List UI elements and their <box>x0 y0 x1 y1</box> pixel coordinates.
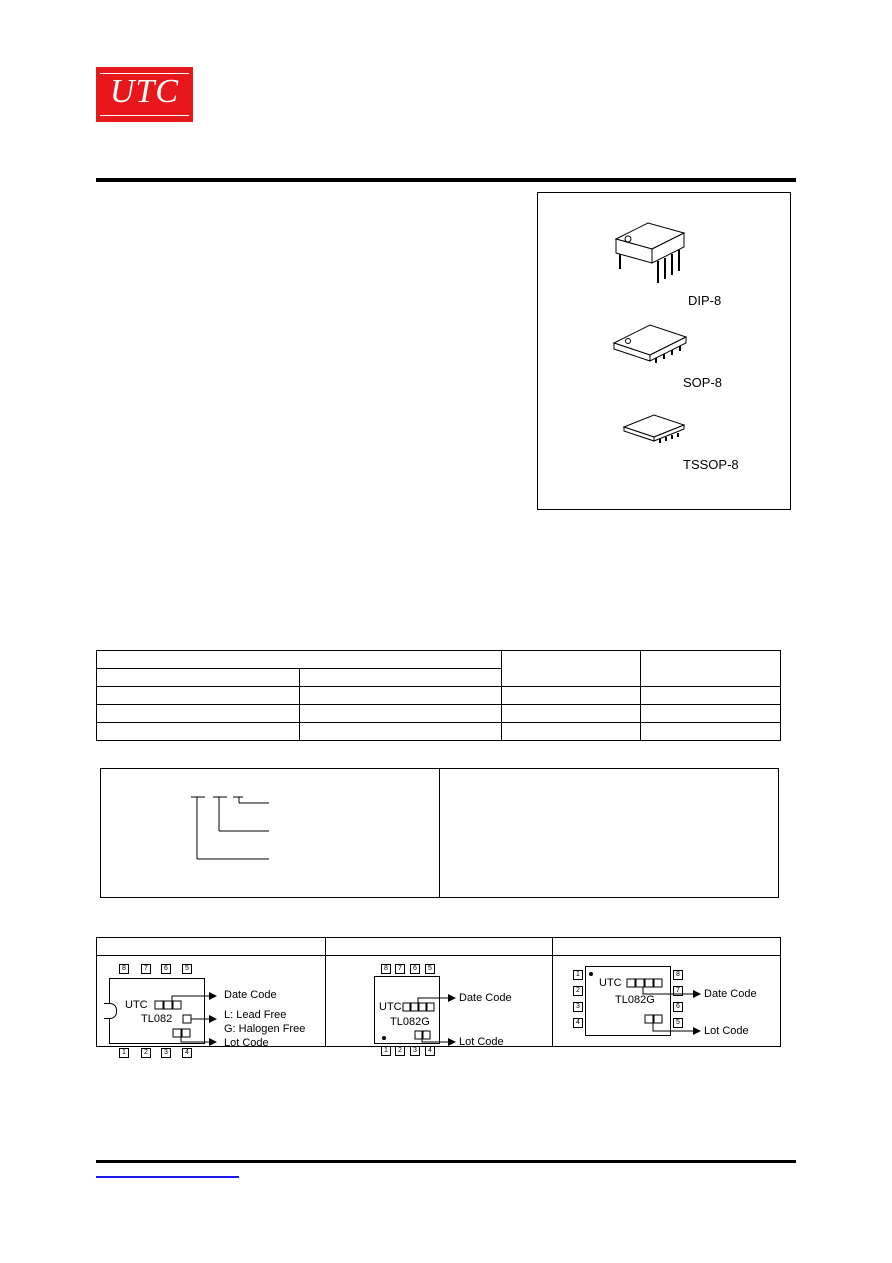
table-header-cell <box>97 938 326 956</box>
marking-line2: TL082 <box>141 1013 173 1025</box>
table-row <box>97 705 781 723</box>
table-row <box>97 956 781 1047</box>
pin-2: 2 <box>141 1048 151 1058</box>
lead-free-label: L: Lead Free <box>224 1009 287 1021</box>
table-cell <box>502 687 641 705</box>
table-cell <box>641 705 781 723</box>
pin-1: 1 <box>119 1048 129 1058</box>
date-code-label: Date Code <box>459 992 512 1004</box>
pin-2: 2 <box>573 986 583 996</box>
table-cell <box>641 723 781 741</box>
marking-line2: TL082G <box>390 1016 430 1028</box>
pin-3: 3 <box>573 1002 583 1012</box>
package-label-sop8: SOP-8 <box>683 375 723 390</box>
date-code-label: Date Code <box>224 989 277 1001</box>
pin-3: 3 <box>410 1046 420 1056</box>
dip-marking-arrows <box>97 956 225 1056</box>
package-label-tssop8: TSSOP-8 <box>683 457 739 472</box>
ordering-table <box>96 650 781 741</box>
sop8-package-icon <box>610 321 690 365</box>
table-cell <box>97 723 300 741</box>
pin-7: 7 <box>141 964 151 974</box>
table-cell <box>502 705 641 723</box>
marking-line1: UTC <box>379 1001 402 1013</box>
lot-code-label: Lot Code <box>224 1037 269 1049</box>
sop-marking-arrows <box>326 956 466 1056</box>
tssop-marking-cell <box>553 956 781 1047</box>
pin-4: 4 <box>182 1048 192 1058</box>
pin-8: 8 <box>381 964 391 974</box>
code-bracket-diagram <box>189 793 279 863</box>
marking-table <box>96 937 781 1056</box>
logo-text: UTC <box>109 73 180 110</box>
pin-5: 5 <box>673 1018 683 1028</box>
lot-code-label: Lot Code <box>704 1025 749 1037</box>
table-header-cell <box>641 651 781 687</box>
table-header-cell <box>97 669 300 687</box>
sop-marking-cell <box>326 956 553 1054</box>
marking-line1: UTC <box>599 977 622 989</box>
header-rule <box>96 178 796 182</box>
tssop8-package-icon <box>620 411 690 447</box>
pin-1: 1 <box>573 970 583 980</box>
pin-5: 5 <box>182 964 192 974</box>
table-cell <box>97 705 300 723</box>
pin-4: 4 <box>425 1046 435 1056</box>
table-header-cell <box>553 938 781 956</box>
table-header-cell <box>326 938 553 956</box>
pin-2: 2 <box>395 1046 405 1056</box>
pin-4: 4 <box>573 1018 583 1028</box>
table-header-cell <box>300 669 502 687</box>
pin-5: 5 <box>425 964 435 974</box>
footer-rule <box>96 1160 796 1163</box>
pin-7: 7 <box>395 964 405 974</box>
table-cell <box>300 705 502 723</box>
package-box <box>537 192 791 510</box>
table-cell <box>300 723 502 741</box>
table-cell <box>300 687 502 705</box>
dip-marking-cell <box>97 956 326 1056</box>
pin-1: 1 <box>381 1046 391 1056</box>
pin-7: 7 <box>673 986 683 996</box>
pin-6: 6 <box>161 964 171 974</box>
table-header-cell <box>97 651 502 669</box>
table-row <box>97 938 781 956</box>
tssop-marking-arrows <box>553 956 703 1056</box>
table-cell <box>641 687 781 705</box>
footer-link-underline[interactable] <box>96 1176 239 1178</box>
code-box-divider <box>439 769 440 897</box>
lot-code-label: Lot Code <box>459 1036 504 1048</box>
table-cell <box>502 723 641 741</box>
pin-6: 6 <box>673 1002 683 1012</box>
pin-6: 6 <box>410 964 420 974</box>
date-code-label: Date Code <box>704 988 757 1000</box>
table-row <box>97 687 781 705</box>
halogen-free-label: G: Halogen Free <box>224 1023 306 1035</box>
dip8-package-icon <box>608 219 688 289</box>
marking-line1: UTC <box>125 999 148 1011</box>
package-label-dip8: DIP-8 <box>688 293 722 308</box>
table-row <box>97 723 781 741</box>
table-row <box>97 651 781 669</box>
table-cell <box>97 687 300 705</box>
pin-8: 8 <box>119 964 129 974</box>
pin-8: 8 <box>673 970 683 980</box>
part-number-code-box <box>100 768 779 898</box>
utc-logo <box>96 67 193 122</box>
pin-3: 3 <box>161 1048 171 1058</box>
marking-line2: TL082G <box>615 994 655 1006</box>
table-header-cell <box>502 651 641 687</box>
